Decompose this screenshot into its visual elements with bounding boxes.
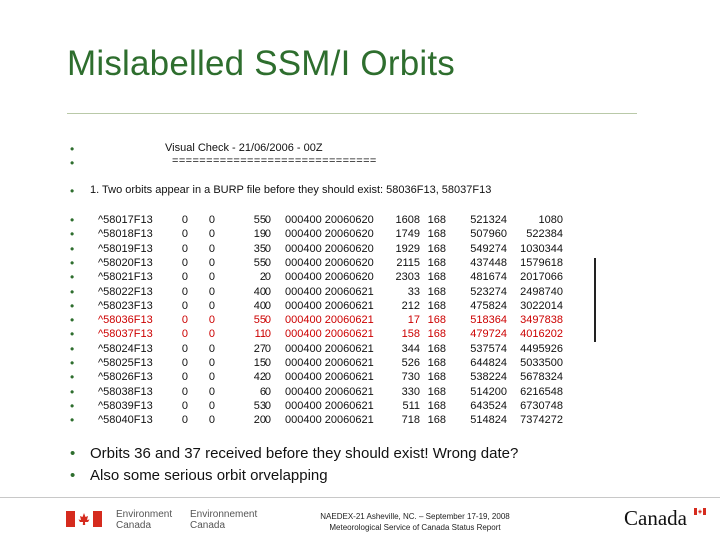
- table-cell-e: 000400 20060621: [285, 385, 374, 398]
- table-cell-f: 2115: [396, 256, 420, 269]
- table-cell-h: 475824: [470, 299, 507, 312]
- conclusion-2: Also some serious orbit orvelapping: [90, 467, 328, 484]
- table-cell-g: 168: [427, 414, 446, 427]
- bullet-icon: •: [70, 213, 75, 227]
- table-cell-id: ^58039F13: [98, 399, 153, 412]
- bullet-icon: •: [70, 255, 75, 270]
- table-cell-c: 6: [259, 385, 266, 398]
- table-cell-c: 20: [253, 414, 266, 427]
- bullet-icon: •: [70, 398, 75, 413]
- table-cell-f: 1608: [395, 214, 420, 226]
- table-cell-f: 1749: [395, 228, 420, 241]
- table-cell-b: 0: [208, 299, 215, 312]
- table-cell-g: 168: [427, 214, 446, 226]
- table-cell-f: 511: [402, 399, 420, 412]
- table-cell-i: 7374272: [520, 414, 563, 427]
- table-cell-id: ^58017F13: [98, 214, 153, 226]
- table-cell-d: 0: [264, 342, 271, 355]
- table-cell-h: 521324: [470, 214, 507, 226]
- table-cell-b: 0: [208, 271, 215, 284]
- table-cell-d: 0: [264, 399, 271, 412]
- table-cell-i: 5033500: [520, 357, 563, 369]
- table-cell-e: 000400 20060620: [285, 242, 374, 255]
- table-cell-a: 0: [181, 285, 188, 298]
- table-cell-id: ^58026F13: [98, 371, 153, 384]
- table-cell-e: 000400 20060621: [285, 357, 374, 369]
- table-cell-a: 0: [181, 214, 188, 226]
- bullet-icon: •: [70, 384, 75, 399]
- table-cell-h: 643524: [470, 399, 507, 412]
- table-cell-e: 000400 20060621: [285, 285, 374, 298]
- table-cell-d: 0: [264, 256, 271, 269]
- table-cell-i: 2017066: [520, 271, 563, 284]
- table-cell-d: 0: [264, 357, 271, 369]
- table-cell-d: 0: [264, 285, 271, 298]
- table-cell-id: ^58021F13: [98, 271, 153, 284]
- table-cell-h: 437448: [470, 256, 507, 269]
- table-cell-h: 523274: [470, 285, 507, 298]
- overlap-marker: [594, 258, 596, 342]
- bullet-icon: •: [70, 356, 75, 370]
- table-cell-i: 1030344: [520, 242, 563, 255]
- slide-title: Mislabelled SSM/I Orbits: [67, 44, 455, 83]
- table-cell-f: 212: [401, 299, 420, 312]
- table-cell-d: 0: [264, 385, 271, 398]
- table-cell-i: 2498740: [520, 285, 563, 298]
- table-cell-c: 55: [253, 256, 266, 269]
- canada-wordmark: Canada: [624, 506, 687, 530]
- table-row: [0, 327, 720, 341]
- bullet-icon: •: [70, 370, 75, 385]
- table-cell-e: 000400 20060620: [285, 256, 374, 269]
- footer-divider: [0, 497, 720, 498]
- table-cell-g: 168: [427, 285, 446, 298]
- table-row: [0, 270, 720, 284]
- table-cell-h: 537574: [470, 342, 507, 355]
- table-cell-d: 0: [264, 314, 271, 327]
- table-cell-f: 2303: [395, 271, 420, 284]
- table-cell-b: 0: [208, 399, 215, 412]
- table-cell-a: 0: [181, 342, 188, 355]
- table-cell-c: 53: [253, 399, 266, 412]
- table-cell-i: 5678324: [520, 371, 563, 384]
- table-cell-g: 168: [427, 385, 446, 398]
- table-cell-c: 15: [253, 357, 266, 369]
- table-cell-f: 17: [407, 314, 420, 327]
- table-cell-i: 1579618: [520, 256, 563, 269]
- table-cell-h: 644824: [470, 357, 507, 369]
- table-cell-d: 0: [264, 214, 271, 226]
- table-cell-d: 0: [264, 242, 271, 255]
- table-cell-id: ^58023F13: [98, 299, 153, 312]
- table-cell-a: 0: [181, 242, 188, 255]
- table-cell-h: 549274: [470, 242, 507, 255]
- table-row: [0, 356, 720, 370]
- table-cell-c: 2: [259, 271, 266, 284]
- bullet-icon: •: [70, 298, 75, 313]
- table-cell-id: ^58037F13: [98, 328, 153, 341]
- table-cell-id: ^58025F13: [98, 357, 153, 369]
- table-cell-a: 0: [181, 314, 188, 327]
- table-cell-id: ^58024F13: [98, 342, 153, 355]
- table-cell-c: 35: [253, 242, 266, 255]
- table-cell-b: 0: [208, 285, 215, 298]
- bullet-icon: •: [70, 284, 75, 299]
- table-row: [0, 256, 720, 270]
- table-cell-g: 168: [427, 299, 446, 312]
- table-cell-id: ^58018F13: [98, 228, 153, 241]
- table-cell-g: 168: [427, 271, 446, 284]
- table-row: [0, 342, 720, 356]
- table-cell-id: ^58040F13: [98, 414, 153, 427]
- table-cell-g: 168: [427, 342, 446, 355]
- table-cell-g: 168: [427, 371, 446, 384]
- table-cell-h: 481674: [470, 271, 507, 284]
- table-cell-g: 168: [427, 357, 446, 369]
- table-cell-c: 40: [253, 285, 266, 298]
- table-cell-d: 0: [264, 228, 271, 241]
- title-divider: [67, 113, 637, 114]
- bullet-icon: •: [70, 445, 76, 462]
- table-cell-h: 518364: [470, 314, 507, 327]
- table-cell-b: 0: [208, 414, 215, 427]
- table-cell-id: ^58019F13: [98, 242, 153, 255]
- table-cell-d: 0: [264, 414, 271, 427]
- table-row: [0, 213, 720, 227]
- table-cell-h: 514200: [470, 385, 507, 398]
- table-cell-a: 0: [181, 371, 188, 384]
- table-cell-a: 0: [181, 271, 188, 284]
- table-cell-f: 730: [401, 371, 420, 384]
- table-cell-id: ^58020F13: [98, 256, 153, 269]
- table-cell-b: 0: [208, 228, 215, 241]
- table-cell-f: 158: [401, 328, 420, 341]
- table-cell-a: 0: [181, 399, 188, 412]
- table-cell-h: 514824: [470, 414, 507, 427]
- table-cell-e: 000400 20060621: [285, 299, 374, 312]
- table-cell-b: 0: [208, 256, 215, 269]
- table-cell-g: 168: [427, 314, 446, 327]
- bullet-icon: •: [70, 467, 76, 484]
- table-cell-b: 0: [208, 314, 215, 327]
- intro-line-1: Visual Check - 21/06/2006 - 00Z: [165, 142, 323, 154]
- bullet-icon: •: [70, 413, 75, 428]
- table-cell-id: ^58022F13: [98, 285, 153, 298]
- table-cell-f: 718: [401, 414, 420, 427]
- table-row: [0, 299, 720, 313]
- table-cell-c: 11: [254, 328, 266, 341]
- table-cell-b: 0: [208, 242, 215, 255]
- table-cell-i: 522384: [526, 228, 563, 241]
- table-cell-c: 40: [253, 299, 266, 312]
- table-cell-d: 0: [264, 271, 271, 284]
- table-cell-e: 000400 20060621: [285, 328, 374, 341]
- table-cell-b: 0: [208, 214, 215, 226]
- table-row: [0, 285, 720, 299]
- conclusion-1: Orbits 36 and 37 received before they should exist! Wrong date?: [90, 445, 519, 462]
- table-cell-g: 168: [427, 399, 446, 412]
- bullet-icon: •: [70, 156, 75, 170]
- table-cell-e: 000400 20060621: [285, 371, 374, 384]
- bullet-icon: •: [70, 341, 75, 356]
- bullet-icon: •: [70, 241, 75, 256]
- table-cell-e: 000400 20060621: [285, 314, 374, 327]
- table-cell-f: 526: [401, 357, 420, 369]
- table-cell-d: 0: [264, 371, 271, 384]
- table-cell-a: 0: [181, 385, 188, 398]
- table-cell-i: 6216548: [520, 385, 563, 398]
- table-cell-b: 0: [208, 357, 215, 369]
- table-cell-h: 479724: [470, 328, 507, 341]
- table-cell-g: 168: [427, 228, 446, 241]
- table-cell-f: 330: [401, 385, 420, 398]
- table-cell-a: 0: [181, 357, 188, 369]
- table-cell-a: 0: [181, 256, 188, 269]
- table-cell-a: 0: [181, 328, 188, 341]
- bullet-icon: •: [70, 270, 75, 285]
- table-cell-d: 0: [264, 299, 271, 312]
- table-cell-g: 168: [427, 256, 446, 269]
- table-cell-c: 42: [253, 371, 266, 384]
- table-row: [0, 399, 720, 413]
- table-cell-a: 0: [181, 228, 188, 241]
- table-row: [0, 370, 720, 384]
- bullet-icon: •: [70, 227, 75, 242]
- table-cell-f: 344: [401, 342, 420, 355]
- table-cell-b: 0: [208, 342, 215, 355]
- table-cell-e: 000400 20060620: [285, 228, 374, 241]
- footer-note: NAEDEX-21 Asheville, NC. – September 17-19, 2008 Meteorological Service of Canada Status Report: [320, 512, 510, 532]
- bullet-icon: •: [70, 142, 75, 156]
- wordmark-flag-icon: [694, 508, 706, 515]
- canada-flag-icon: [66, 511, 102, 527]
- agency-name-en: Environment Canada: [116, 509, 173, 531]
- table-cell-i: 4016202: [520, 328, 563, 341]
- table-cell-i: 4495926: [520, 342, 563, 355]
- table-cell-c: 27: [253, 342, 266, 355]
- table-cell-e: 000400 20060621: [285, 414, 374, 427]
- table-cell-f: 33: [407, 285, 420, 298]
- table-cell-a: 0: [181, 414, 188, 427]
- table-cell-h: 507960: [470, 228, 507, 241]
- table-row: [0, 385, 720, 399]
- table-row: [0, 242, 720, 256]
- table-row: [0, 227, 720, 241]
- table-cell-i: 1080: [538, 214, 563, 226]
- table-cell-i: 3022014: [520, 299, 563, 312]
- table-cell-i: 6730748: [520, 399, 563, 412]
- table-cell-b: 0: [208, 371, 215, 384]
- table-cell-e: 000400 20060620: [285, 214, 374, 226]
- table-cell-g: 168: [427, 242, 446, 255]
- table-cell-f: 1929: [395, 242, 420, 255]
- bullet-icon: •: [70, 327, 75, 342]
- orbit-note: 1. Two orbits appear in a BURP file before they should exist: 58036F13, 58037F13: [90, 184, 492, 196]
- table-cell-id: ^58036F13: [98, 314, 153, 327]
- agency-name-fr: Environnement Canada: [190, 509, 258, 531]
- table-cell-a: 0: [181, 299, 188, 312]
- table-cell-id: ^58038F13: [98, 385, 153, 398]
- table-cell-e: 000400 20060621: [285, 342, 374, 355]
- table-row: [0, 313, 720, 327]
- table-cell-e: 000400 20060620: [285, 271, 374, 284]
- table-cell-h: 538224: [470, 371, 507, 384]
- table-cell-e: 000400 20060621: [285, 399, 374, 412]
- table-cell-b: 0: [208, 385, 215, 398]
- table-row: [0, 413, 720, 427]
- bullet-icon: •: [70, 313, 75, 328]
- table-cell-g: 168: [427, 328, 446, 341]
- table-cell-b: 0: [208, 328, 215, 341]
- table-cell-c: 19: [253, 228, 266, 241]
- table-cell-c: 55: [253, 214, 266, 226]
- table-cell-d: 0: [264, 328, 271, 341]
- table-cell-c: 55: [253, 314, 266, 327]
- table-cell-i: 3497838: [520, 314, 563, 327]
- bullet-icon: •: [70, 184, 75, 198]
- intro-line-2: ==============================: [172, 155, 377, 167]
